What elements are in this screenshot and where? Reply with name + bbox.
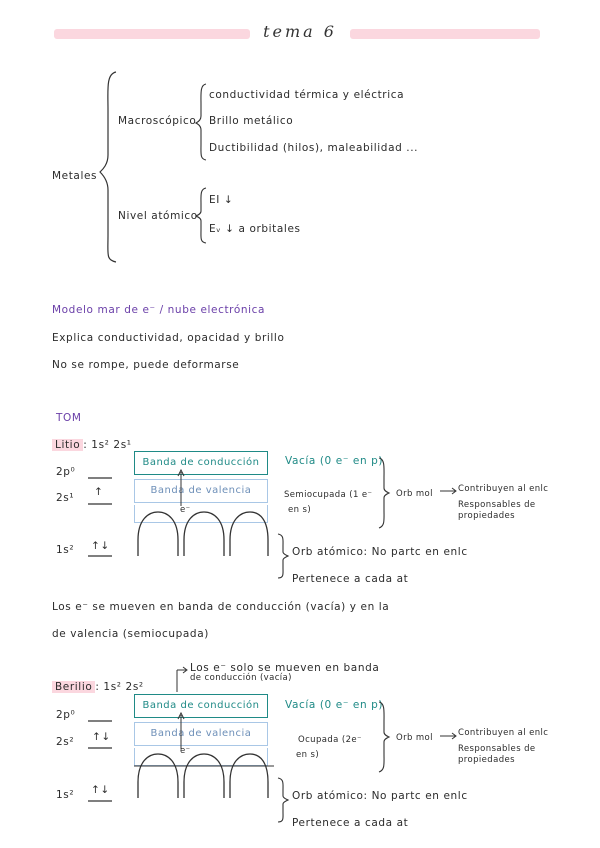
berilio-empty-note: Vacía (0 e⁻ en p) [285,699,384,711]
atomic-label: Nivel atómico [118,210,198,222]
litio-valence-label: Banda de valencia [150,485,252,496]
macro-item-3: Ductibilidad (hilos), maleabilidad ... [209,142,419,154]
litio-at-brace [276,532,288,580]
berilio-label: Berilio [52,681,95,693]
litio-half-note-1: Semiocupada (1 e⁻ [284,490,373,500]
sea-model-line-1: Explica conductividad, opacidad y brillo [52,332,285,344]
berilio-top-note-2: de conducción (vacía) [190,673,292,683]
berilio-config [52,681,144,693]
sea-model-line-2: No se rompe, puede deformarse [52,359,240,371]
berilio-contrib: Contribuyen al enlc [458,728,549,738]
berilio-resp-1: Responsables de [458,744,536,754]
litio-line-1s [88,555,112,557]
litio-mol-brace [377,456,389,530]
litio-belongs: Pertenece a cada at [292,573,409,585]
berilio-valence-band [134,722,268,746]
berilio-top-note-1: Los e⁻ solo se mueven en banda [190,662,380,674]
litio-line-2s [88,503,112,505]
litio-arches [134,510,274,558]
berilio-belongs: Pertenece a cada at [292,817,409,829]
litio-line-2p [88,477,112,479]
berilio-electron: e⁻ [180,746,191,756]
macro-brace [196,82,208,162]
berilio-electron-arrow [176,711,186,751]
berilio-orbital-1s: 1s² [56,789,75,801]
berilio-mark-2s: ↑↓ [92,731,111,743]
litio-mark-1s: ↑↓ [91,540,110,552]
page-title: tema 6 [263,22,337,41]
berilio-arrow-contrib [440,731,458,739]
litio-conduction-label: Banda de conducción [142,457,260,468]
berilio-conduction-band [134,694,268,718]
berilio-orbital-2s: 2s² [56,736,75,748]
litio-orb-mol: Orb mol [396,489,433,499]
berilio-mol-brace [377,700,389,774]
macro-label: Macroscópico [118,115,197,127]
berilio-conduction-label: Banda de conducción [142,700,260,711]
summary-line-1: Los e⁻ se mueven en banda de conducción (vacía) y en la [52,601,390,613]
berilio-line-2p [88,720,112,722]
atomic-item-2: Eᵥ ↓ a orbitales [209,223,301,235]
litio-label: Litio [52,439,83,451]
litio-config-text: : 1s² 2s¹ [83,439,132,451]
metales-label: Metales [52,170,98,182]
berilio-orbital-2p: 2p⁰ [56,709,76,721]
berilio-line-1s [88,800,112,802]
litio-valence-band [134,479,268,503]
berilio-arches [134,752,274,800]
litio-electron-arrow [176,468,186,508]
litio-orb-at: Orb atómico: No partc en enlc [292,546,468,558]
berilio-occ-note-2: en s) [296,750,320,760]
berilio-occ-note-1: Ocupada (2e⁻ [298,735,362,745]
litio-config [52,439,132,451]
litio-arrow-contrib [440,486,458,494]
berilio-config-text: : 1s² 2s² [95,681,144,693]
litio-orbital-2p: 2p⁰ [56,466,76,478]
big-brace [100,70,120,265]
summary-line-2: de valencia (semiocupada) [52,628,209,640]
atomic-item-1: EI ↓ [209,194,234,206]
litio-contrib: Contribuyen al enlc [458,484,549,494]
tom-heading: TOM [56,412,82,424]
litio-resp-2: propiedades [458,511,515,521]
litio-mark-2s: ↑ [94,486,104,498]
litio-half-note-2: en s) [288,505,312,515]
sea-model-heading: Modelo mar de e⁻ / nube electrónica [52,304,266,316]
macro-item-2: Brillo metálico [209,115,294,127]
litio-orbital-2s: 2s¹ [56,492,75,504]
berilio-orb-at: Orb atómico: No partc en enlc [292,790,468,802]
atomic-brace [196,186,208,246]
berilio-resp-2: propiedades [458,755,515,765]
berilio-mark-1s: ↑↓ [91,784,110,796]
berilio-line-2s [88,747,112,749]
litio-orbital-1s: 1s² [56,544,75,556]
macro-item-1: conductividad térmica y eléctrica [209,89,405,101]
berilio-at-brace [276,776,288,824]
berilio-orb-mol: Orb mol [396,733,433,743]
berilio-top-arrow [176,664,188,694]
litio-empty-note: Vacía (0 e⁻ en p) [285,455,384,467]
litio-electron: e⁻ [180,505,191,515]
berilio-valence-label: Banda de valencia [150,728,252,739]
litio-conduction-band [134,451,268,475]
litio-resp-1: Responsables de [458,500,536,510]
